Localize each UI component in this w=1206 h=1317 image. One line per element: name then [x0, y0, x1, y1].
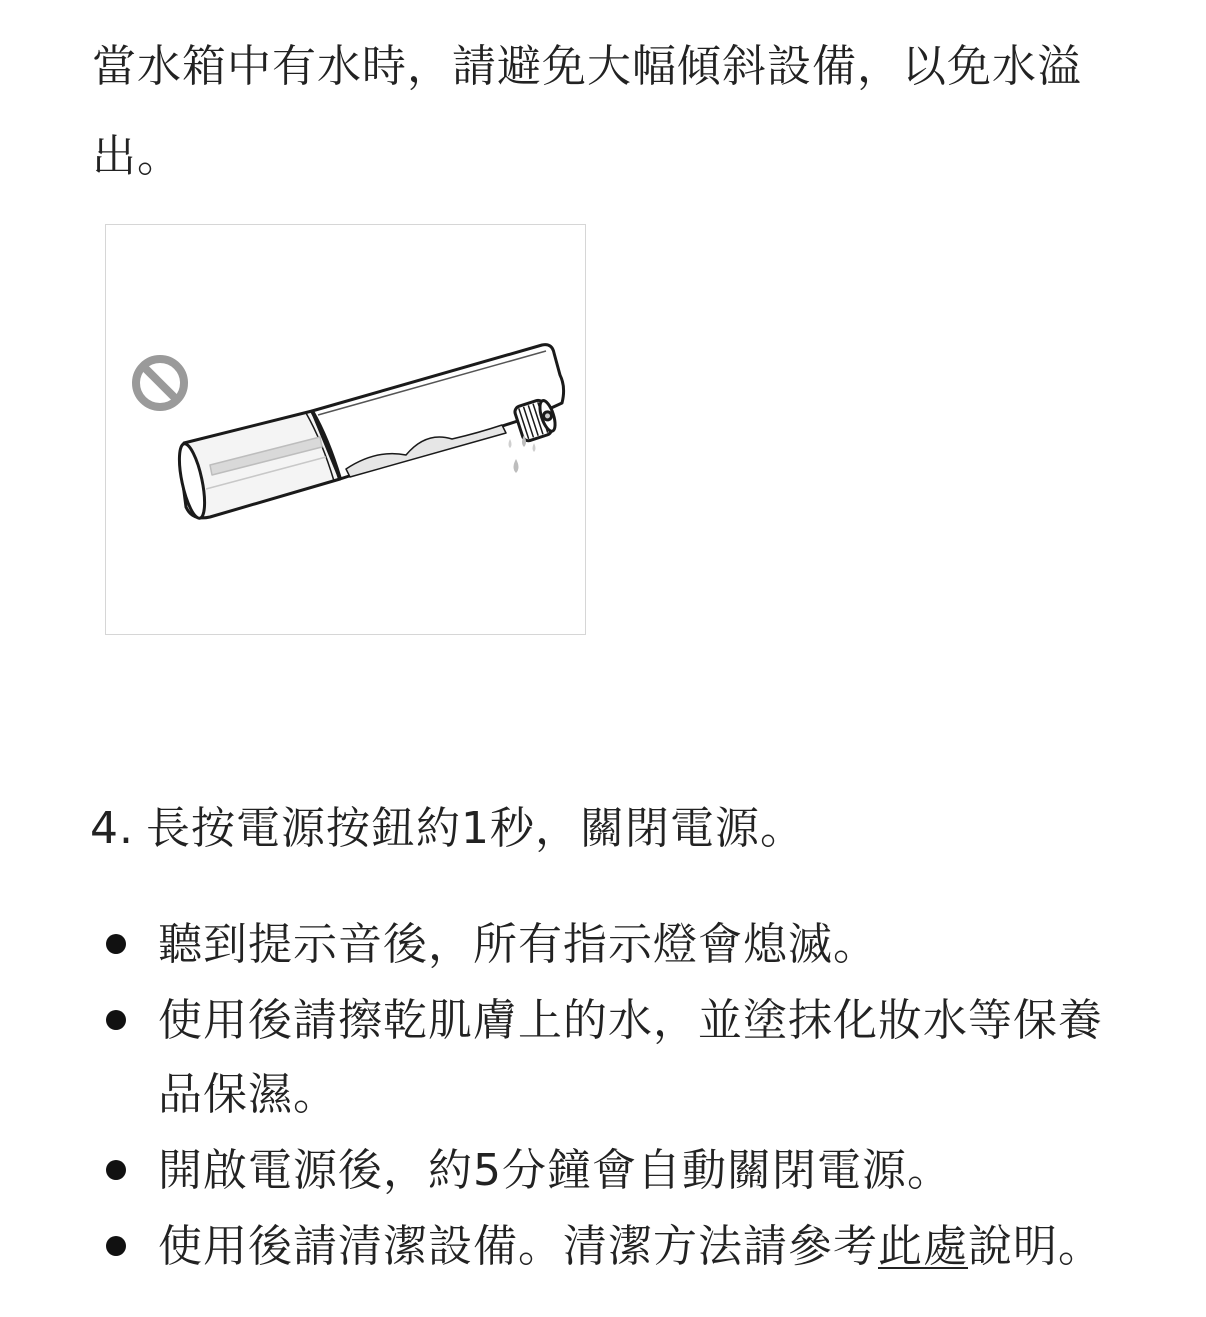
- list-item: [0, 984, 1206, 1132]
- bullet-dot-icon: [106, 1010, 126, 1030]
- list-item-text: 開啟電源後，約5分鐘會自動關閉電源。: [158, 1145, 952, 1196]
- list-item: [0, 908, 1206, 982]
- tilt-warning-illustration: [105, 224, 586, 635]
- bullet-dot-icon: [106, 1160, 126, 1180]
- prohibited-icon: [136, 359, 184, 407]
- bullet-dot-icon: [106, 1236, 126, 1256]
- water-flosser-device-icon: [174, 345, 563, 521]
- list-item: [0, 1210, 1206, 1284]
- notes-list: [0, 908, 1206, 1286]
- bullet-dot-icon: [106, 934, 126, 954]
- list-item-text: 使用後請擦乾肌膚上的水，並塗抹化妝水等保養品保濕。: [158, 995, 1103, 1120]
- cleaning-instructions-link[interactable]: 此處: [878, 1221, 968, 1272]
- warning-paragraph: 當水箱中有水時，請避免大幅傾斜設備，以免水溢出。: [92, 41, 1082, 182]
- list-item: [0, 1134, 1206, 1208]
- list-item-text: 聽到提示音後，所有指示燈會熄滅。: [158, 919, 878, 970]
- step-number: 4.: [90, 803, 134, 854]
- list-item-text-before: 使用後請清潔設備。清潔方法請參考: [158, 1221, 878, 1272]
- step-4: [90, 797, 805, 861]
- list-item-text-after: 說明。: [968, 1221, 1103, 1272]
- step-text: 長按電源按鈕約1秒，關閉電源。: [146, 803, 805, 854]
